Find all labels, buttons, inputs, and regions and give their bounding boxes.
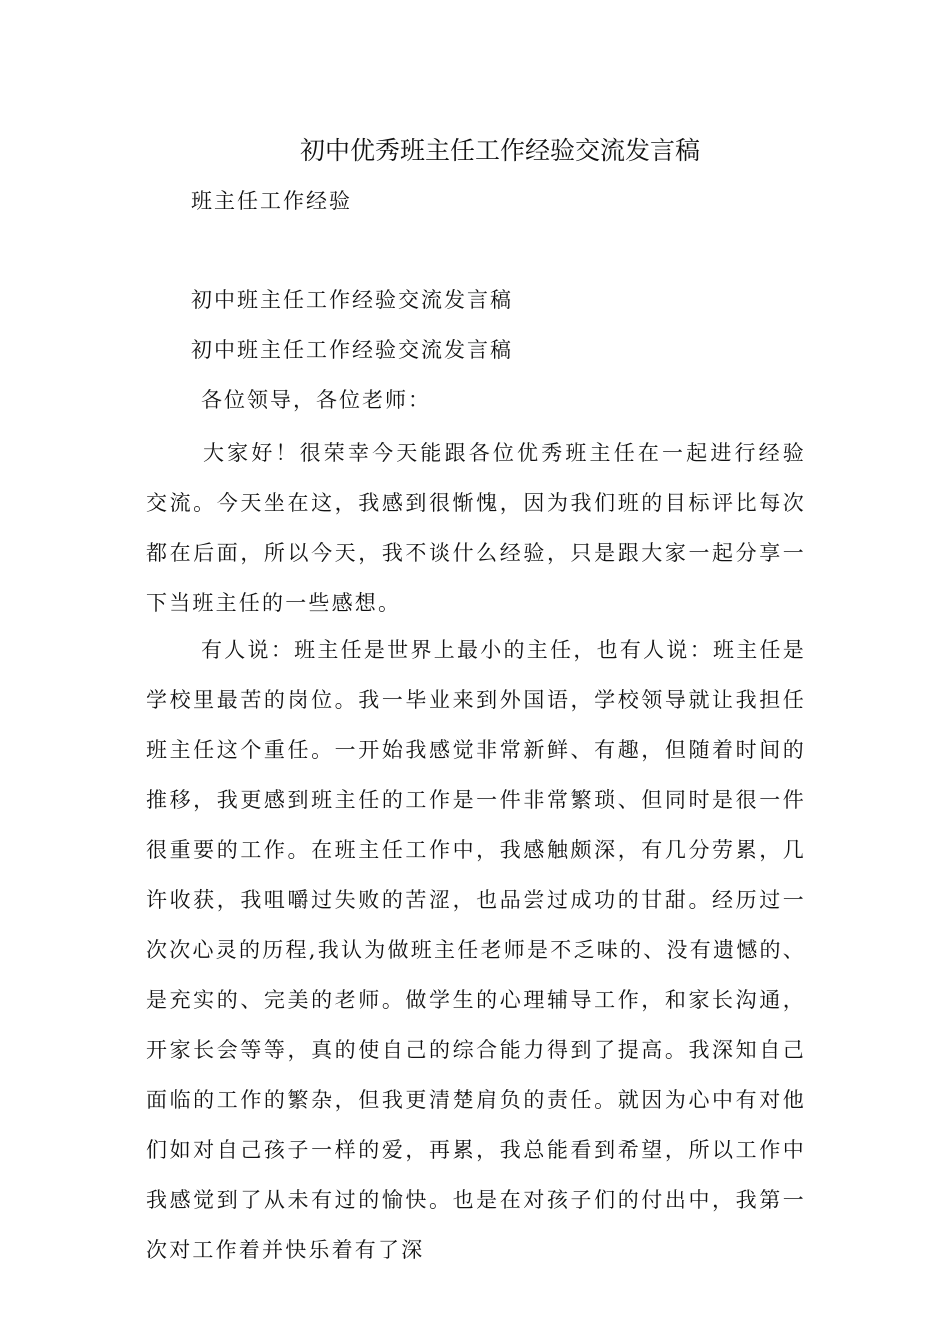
paragraph: 有人说：班主任是世界上最小的主任，也有人说：班主任是学校里最苦的岗位。我一毕业来到外国语，学校领导就让我担任班主任这个重任。一开始我感觉非常新鲜、有趣，但随着时间的推移，我更感到班主任的工作是一件非常繁琐、但同时是很一件很重要的工作。在班主任工作中，我感触颇深，有几分劳累，几许收获，我咀嚼过失败的苦涩，也品尝过成功的甘甜。经历过一次次心灵的历程,我认为做班主任老师是不乏味的、没有遗憾的、是充实的、完美的老师。做学生的心理辅导工作，和家长沟通，开家长会等等，真的使自己的综合能力得到了提高。我深知自己面临的工作的繁杂，但我更清楚肩负的责任。就因为心中有对他们如对自己孩子一样的爱，再累，我总能看到希望，所以工作中我感觉到了从未有过的愉快。也是在对孩子们的付出中，我第一次对工作着并快乐着有了深 [146, 638, 806, 1262]
section-heading: 初中班主任工作经验交流发言稿 [191, 288, 513, 312]
category-label: 班主任工作经验 [191, 189, 352, 213]
section-heading: 初中班主任工作经验交流发言稿 [191, 338, 513, 362]
document-title: 初中优秀班主任工作经验交流发言稿 [299, 136, 700, 165]
salutation: 各位领导，各位老师： [201, 388, 431, 412]
paragraph: 大家好！很荣幸今天能跟各位优秀班主任在一起进行经验交流。今天坐在这，我感到很惭愧，因为我们班的目标评比每次都在后面，所以今天，我不谈什么经验，只是跟大家一起分享一下当班主任的一些感想。 [146, 441, 806, 615]
